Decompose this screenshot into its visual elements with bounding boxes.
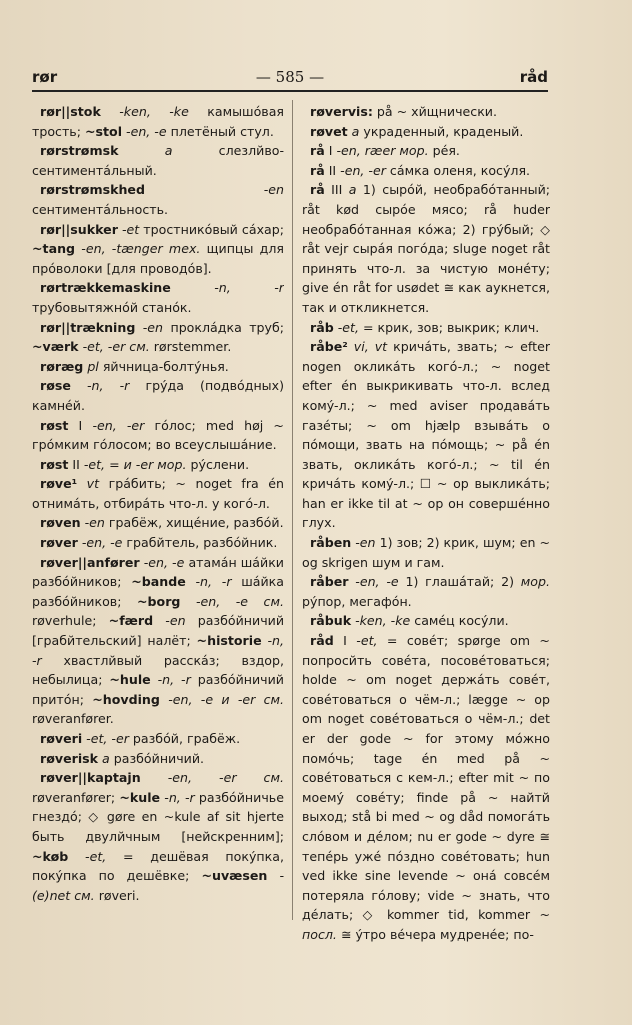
definition-text (71, 378, 87, 393)
grammar-note: -n, -r (157, 672, 191, 688)
grammar-note: a (102, 750, 110, 766)
dictionary-entry (302, 337, 550, 533)
dictionary-entry (302, 572, 550, 611)
header-right-guideword: råd (519, 68, 548, 86)
definition-text (267, 868, 279, 883)
headword: røst (40, 456, 69, 472)
headword: røverisk (40, 750, 99, 766)
grammar-note: vi, vt (353, 339, 388, 355)
headword: rørstrømsk (40, 143, 119, 159)
dictionary-entry (32, 729, 284, 749)
grammar-note: -en, -e (355, 574, 399, 590)
definition-text: грáбить; ~ noget fra én отнимáть, отбирáть что-л. у когó-л. (32, 476, 284, 511)
dictionary-entry (32, 416, 284, 455)
dictionary-entry (32, 768, 284, 905)
definition-text: грýда (подвóдных) камнéй. (32, 378, 284, 413)
dictionary-entry (32, 474, 284, 513)
grammar-note: pl (87, 358, 99, 374)
headword: rørtrækkemaskine (40, 280, 171, 296)
definition-text: рýслени. (186, 456, 250, 472)
definition-text (180, 594, 196, 609)
grammar-note: -et, = и -er мор. (83, 456, 187, 472)
definition-text (118, 143, 164, 158)
definition-text: 1) зов; 2) крик, шум; en ~ og skrigen шум и гам. (302, 535, 550, 570)
headword: rå (310, 162, 325, 178)
headword: ~hovding (92, 691, 160, 707)
definition-text (151, 672, 158, 687)
definition-text: трубовытяжнóй станóк. (32, 299, 192, 315)
dictionary-entry (32, 533, 284, 553)
grammar-note: -en (263, 182, 284, 198)
dictionary-entry (32, 278, 284, 317)
headword: råd (310, 633, 334, 649)
headword: ~tang (32, 241, 76, 257)
dictionary-entry (32, 749, 284, 769)
definition-text: украденный, краденый. (359, 123, 524, 139)
headword: røst (40, 417, 69, 433)
headword: røver||kaptajn (40, 770, 141, 786)
headword: råben (310, 535, 352, 551)
dictionary-entry (302, 102, 550, 122)
definition-text: грабйтель, разбóйник. (122, 535, 278, 551)
headword: råb (310, 319, 334, 335)
headword: røver||anfører (40, 554, 140, 570)
header-left-guideword: rør (32, 68, 58, 86)
dictionary-entry (32, 455, 284, 475)
definition-text: атамáн шáйки разбóйников; (32, 554, 284, 590)
definition-text: 1) глашáтай; 2) (398, 574, 521, 590)
headword: ~værk (32, 339, 79, 355)
definition-text: III (324, 182, 349, 198)
dictionary-entry (302, 161, 550, 181)
headword: rør||trækning (40, 319, 136, 335)
definition-text: II (68, 456, 84, 472)
grammar-note: a (164, 143, 173, 159)
definition-text: проклáдка труб; (163, 319, 284, 335)
grammar-note: vt (86, 476, 100, 492)
grammar-note: -en, -e (143, 554, 185, 570)
definition-text: тростникóвый сáхар; (139, 221, 284, 237)
headword: ~kule (119, 789, 161, 805)
definition-text: грабёж, хищéние, разбóй. (104, 515, 284, 531)
grammar-note: -en, ræer мор. (336, 143, 429, 159)
headword: røvervis: (310, 104, 373, 119)
dictionary-entry (32, 141, 284, 180)
definition-text: плетёный стул. (166, 123, 274, 139)
definition-text (101, 104, 119, 119)
definition-text: сáмка оленя, косýля. (385, 162, 531, 178)
definition-text: камышóвая трость; (32, 104, 284, 139)
dictionary-entry (32, 220, 284, 279)
definition-text (77, 476, 87, 491)
grammar-note: посл. (302, 926, 337, 942)
grammar-note: -en (165, 613, 186, 629)
headword: røve¹ (40, 476, 78, 492)
headword: røræg (40, 358, 84, 374)
grammar-note: -en (84, 515, 105, 531)
headword: ~stol (84, 123, 123, 139)
definition-text (186, 574, 196, 589)
headword: ~køb (32, 848, 69, 864)
headword: råbe² (310, 339, 348, 355)
headword: ~bande (131, 574, 186, 590)
grammar-note: -en, -er см. (167, 770, 284, 786)
right-column (302, 102, 550, 945)
definition-text: разбóйничий. (109, 750, 205, 766)
grammar-note: a (351, 123, 360, 139)
dictionary-entry (302, 533, 550, 572)
dictionary-entry (32, 357, 284, 377)
headword: røven (40, 515, 81, 531)
grammar-note: -et, (356, 633, 378, 649)
dictionary-entry (302, 318, 550, 338)
definition-text: I (324, 143, 337, 159)
definition-text (68, 849, 85, 864)
dictionary-entry (302, 631, 550, 945)
grammar-note: -et, = (85, 848, 134, 864)
definition-text (171, 280, 214, 295)
definition-text: II (324, 162, 341, 178)
definition-text (145, 182, 264, 197)
headword: råber (310, 574, 349, 590)
definition-text: разбóйничий [грабйтельский] налёт; (32, 613, 284, 649)
dictionary-entry (32, 318, 284, 357)
definition-text (135, 320, 142, 335)
grammar-note: -et, (337, 319, 359, 335)
headword: ~hule (109, 672, 151, 688)
definition-text: røveranfører. (32, 711, 114, 727)
definition-text: разбóйничий притóн; (32, 672, 284, 707)
headword: ~færd (108, 613, 154, 629)
dictionary-entry (32, 180, 284, 219)
grammar-note: -ken, -ke (119, 104, 189, 119)
dictionary-entry (302, 180, 550, 317)
grammar-note: -n, -r (214, 280, 284, 296)
headword: ~historie (196, 633, 262, 649)
headword: rør||stok (40, 104, 101, 119)
definition-text: разбóй, грабёж. (128, 731, 241, 746)
definition-text: I (333, 633, 357, 649)
dictionary-entry (32, 553, 284, 729)
page-header (32, 68, 548, 92)
definition-text: гóлос; med høj ~ грóмким гóлосом; во всеуслышáние. (32, 417, 284, 453)
headword: røver (40, 535, 78, 551)
definition-text: = крик, зов; выкрик; клич. (358, 319, 540, 335)
definition-text: røveri. (94, 887, 140, 903)
grammar-note: -en, -tænger mex. (81, 241, 201, 257)
definition-text: rørstemmer. (149, 339, 232, 355)
grammar-note: -en, -er (92, 417, 145, 433)
grammar-note: a (348, 182, 357, 198)
definition-text: дешёвая покýпка, покýпка по дешёвке; (32, 848, 284, 884)
definition-text (153, 613, 165, 628)
grammar-note: -(e)net см. (32, 868, 284, 903)
headword: rå (310, 182, 325, 198)
definition-text: røverhule; (32, 613, 109, 629)
headword: røveri (40, 731, 83, 746)
grammar-note: -en (355, 535, 376, 551)
definition-text: på ~ хйщнически. (372, 104, 497, 119)
definition-text: ≅ ýтро вéчера мудренée; по- (336, 926, 534, 942)
dictionary-entry (32, 376, 284, 415)
definition-text: хвастлйвый расскáз; вздор, небылица; (32, 652, 284, 688)
dictionary-entry (32, 102, 284, 141)
headword: rør||sukker (40, 221, 118, 237)
dictionary-entry (302, 141, 550, 161)
headword: rørstrømskhed (40, 182, 145, 198)
headword: røvet (310, 123, 348, 139)
grammar-note: -en (142, 319, 164, 335)
definition-text: сентиментáльность. (32, 201, 169, 217)
definition-text: самéц косýли. (410, 613, 509, 629)
definition-text (160, 692, 168, 707)
headword: ~uvæsen (201, 868, 268, 884)
definition-text: = совéт; spørge om ~ попросйть совéта, посовéтоваться; holde ~ om noget держáть совéт, совéтоваться о чём-л.; lægge ~ op om noget совéтоваться о чём-л.; det er der gode ~ for этому мóжно помóчь; tage én med på ~ совéтоваться с кем-л.; efter mit ~ по моемý совéту; finde på ~ найтй выход; stå bi med ~ og dåd помогáть слóвом и дéлом; nu er gode ~ dyre ≅ тепéрь ужé пóздно совéтовать; hun ved ikke sine levende ~ онá совсéм потерялa гóлову; vide ~ знать, что дéлать; ◇ kommer tid, kommer ~ (302, 633, 550, 923)
grammar-note: -et, -er см. (82, 339, 150, 355)
headword: ~borg (136, 593, 181, 609)
grammar-note: -en, -er (340, 162, 386, 178)
definition-text: кричáть, звать; ~ efter nogen окликáть когó-л.; ~ noget efter én выкрикивать что-л. вслед комý-л.; ~ med aviser продавáть газéты; ~ om hjælp взывáть о пóмощи, звать на пóмощь; ~ på én звать, окликáть когó-л.; ~ til én кричáть комý-л.; ☐ ~ op выкликáть; han er ikke til at ~ op он совершéнно глух. (302, 339, 550, 531)
left-column (32, 102, 284, 905)
grammar-note: -n, -r (195, 574, 232, 590)
grammar-note: -en, -e (126, 123, 167, 139)
grammar-note: -n, -r (164, 789, 195, 805)
grammar-note: -en, -e см. (195, 593, 284, 609)
page-number: — 585 — (255, 68, 325, 86)
definition-text: 1) сырóй, необрабóтанный; råt kød сырóе мясо; rå huder необрабóтанная кóжа; 2) грýбый; ◇ råt vejr сырáя погóда; sluge noget råt принять что-л. за чистую монéту; give én råt for usødet ≅ как аукнется, так и откликнется. (302, 182, 550, 315)
grammar-note: мор. (520, 574, 550, 590)
headword: råbuk (310, 613, 352, 629)
header-rule (32, 90, 548, 92)
dictionary-entry (302, 122, 550, 142)
column-divider (292, 100, 293, 920)
definition-text (141, 770, 168, 785)
dictionary-entry (32, 513, 284, 533)
headword: rå (310, 143, 325, 159)
definition-text: слезлйво-сентиментáльный. (32, 143, 284, 178)
definition-text: щипцы для прóволоки [для проводóв]. (32, 241, 284, 276)
definition-text: рéя. (428, 143, 460, 159)
grammar-note: -n, -r (32, 633, 284, 668)
grammar-note: -ken, -ke (355, 613, 411, 629)
definition-text: рýпор, мегафóн. (302, 593, 412, 609)
dictionary-entry (302, 611, 550, 631)
grammar-note: -et (121, 221, 140, 237)
grammar-note: -n, -r (87, 378, 130, 394)
headword: røse (40, 378, 71, 394)
definition-text: яйчница-болтýнья. (98, 358, 229, 374)
grammar-note: -en, -e и -er см. (168, 691, 284, 707)
definition-text: I (68, 417, 93, 433)
definition-text: røveranfører; (32, 789, 120, 805)
grammar-note: -et, -er (86, 731, 129, 746)
definition-text: разбóйничье гнездó; ◇ gøre en ~kule af sit hjerte быть двулйчным [нейскренним]; (32, 789, 284, 844)
definition-text: шáйка разбóйников; (32, 574, 284, 609)
grammar-note: -en, -e (81, 535, 123, 551)
